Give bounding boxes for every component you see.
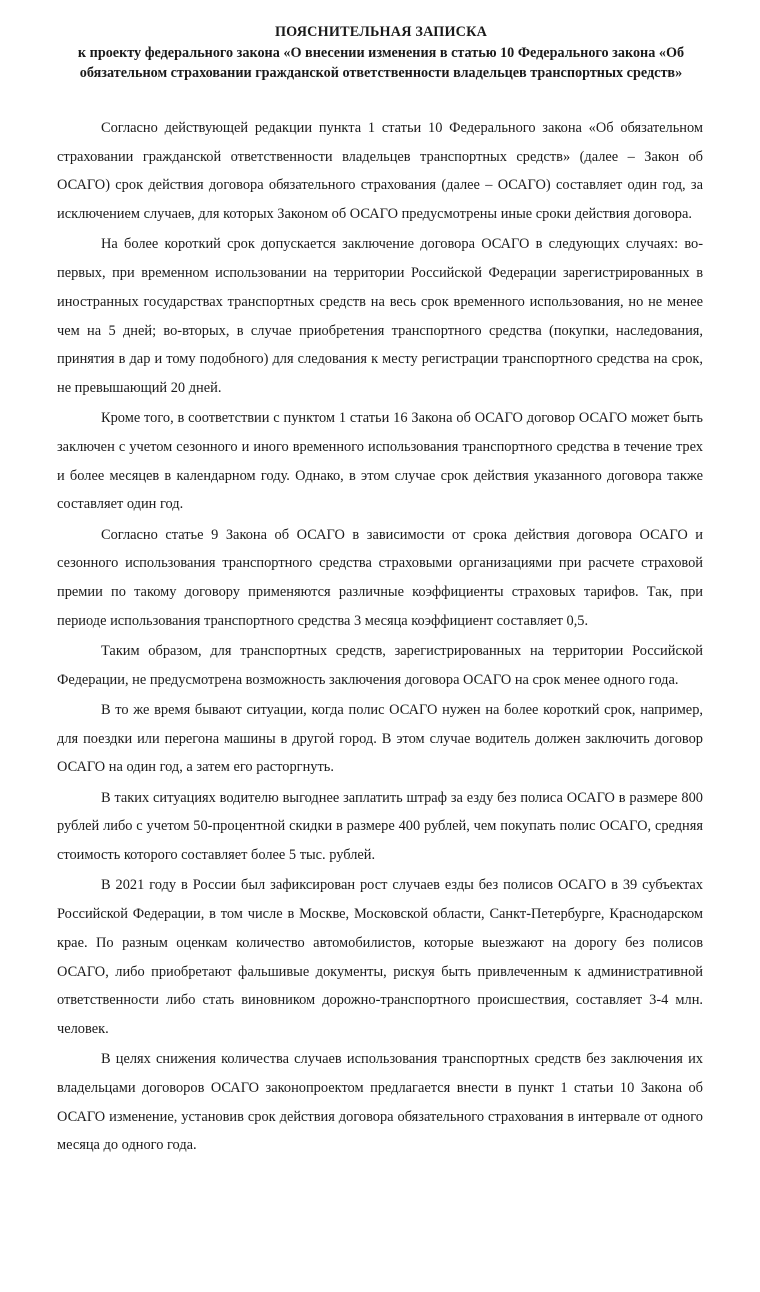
paragraph: Таким образом, для транспортных средств, зарегистрированных на территории Российской Федерации, не предусмотрена возможность заключения договора ОСАГО на срок менее одного года. [57,643,703,688]
paragraph: В целях снижения количества случаев использования транспортных средств без заключения их владельцами договоров ОСАГО законопроектом предлагается внести в пункт 1 статьи 10 Закона об ОСАГО изменение, установив срок действия договора обязательного страхования в интервале от одного месяца до одного года. [57,1051,703,1154]
document-title: ПОЯСНИТЕЛЬНАЯ ЗАПИСКА [274,24,488,40]
paragraph: В 2021 году в России был зафиксирован рост случаев езды без полисов ОСАГО в 39 субъектах Российской Федерации, в том числе в Москве, Московской области, Санкт-Петербурге, Краснодарском крае. По разным оценкам количество автомобилистов, которые выезжают на дорогу без полисов ОСАГО, либо приобретают фальшивые документы, рискуя быть привлеченным к административной ответственности либо стать виновником дорожно-транспортного происшествия, составляет 3-4 млн. человек. [57,877,703,1037]
paragraph: В то же время бывают ситуации, когда полис ОСАГО нужен на более короткий срок, например, для поездки или перегона машины в другой город. В этом случае водитель должен заключить договор ОСАГО на один год, а затем его расторгнуть. [57,702,703,776]
paragraph: Кроме того, в соответствии с пунктом 1 статьи 16 Закона об ОСАГО договор ОСАГО может быть заключен с учетом сезонного и иного временного использования транспортного средства в течение трех и более месяцев в календарном году. Однако, в этом случае срок действия указанного договора также составляет один год. [57,410,703,513]
paragraph: Согласно статье 9 Закона об ОСАГО в зависимости от срока действия договора ОСАГО и сезонного использования транспортного средства страховыми организациями при расчете страховой премии по такому договору применяются различные коэффициенты страховых тарифов. Так, при периоде использования транспортного средства 3 месяца коэффициент составляет 0,5. [57,526,703,629]
paragraph: На более короткий срок допускается заключение договора ОСАГО в следующих случаях: во-первых, при временном использовании на территории Российской Федерации зарегистрированных в иностранных государствах транспортных средств на весь срок временного использования, но не менее чем на 5 дней; во-вторых, в случае приобретения транспортного средства (покупки, наследования, принятия в дар и тому подобного) для следования к месту регистрации транспортного средства на срок, не превышающий 20 дней. [57,236,703,396]
document-subtitle: к проекту федерального закона «О внесении изменения в статью 10 Федерального закона «Об обязательном страховании гражданской ответственности владельцев транспортных средств» [77,44,685,81]
paragraph: Согласно действующей редакции пункта 1 статьи 10 Федерального закона «Об обязательном страховании гражданской ответственности владельцев транспортных средств» (далее – Закон об ОСАГО) срок действия договора обязательного страхования (далее – ОСАГО) составляет один год, за исключением случаев, для которых Законом об ОСАГО предусмотрены иные сроки действия договора. [57,120,703,223]
title-block [60,22,702,84]
paragraph: В таких ситуациях водителю выгоднее заплатить штраф за езду без полиса ОСАГО в размере 800 рублей либо с учетом 50-процентной скидки в размере 400 рублей, чем покупать полис ОСАГО, средняя стоимость которого составляет более 5 тыс. рублей. [57,789,703,864]
document-body [57,114,703,1162]
